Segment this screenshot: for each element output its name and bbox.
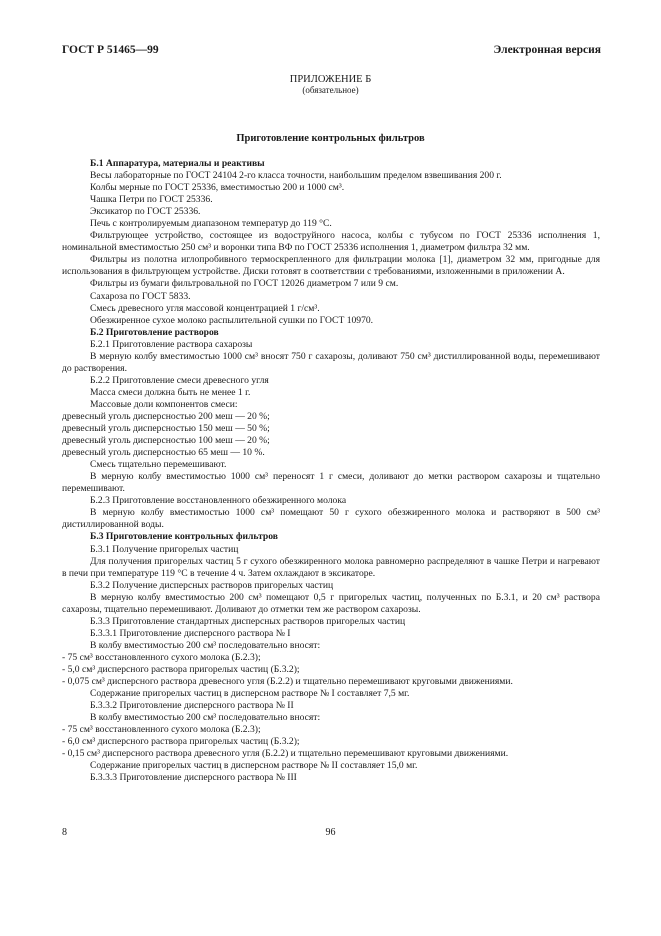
- list-item: древесный уголь дисперсностью 150 меш — 50 %;: [62, 423, 270, 435]
- paragraph: Смесь тщательно перемешивают.: [90, 459, 227, 471]
- paragraph: Для получения пригорелых частиц 5 г сухого обезжиренного молока равномерно распределяют в чашке Петри и нагревают в печи при температуре 119 °С в течение 4 ч. Затем охлаждают в эксикаторе.: [62, 555, 600, 579]
- document-title: Приготовление контрольных фильтров: [236, 133, 425, 144]
- paragraph: В колбу вместимостью 200 см³ последовательно вносят:: [90, 712, 321, 724]
- paragraph: Эксикатор по ГОСТ 25336.: [90, 206, 201, 218]
- paragraph: Колбы мерные по ГОСТ 25336, вместимостью 200 и 1000 см³.: [90, 182, 345, 194]
- paragraph: Фильтры из бумаги фильтровальной по ГОСТ 12026 диаметром 7 или 9 см.: [90, 278, 399, 290]
- subsection-heading: Б.3.3 Приготовление стандартных дисперсных растворов пригорелых частиц: [90, 615, 406, 627]
- section-heading: Б.1 Аппаратура, материалы и реактивы: [90, 158, 265, 169]
- paragraph: Чашка Петри по ГОСТ 25336.: [90, 194, 213, 206]
- page-number-left: 8: [62, 827, 67, 838]
- subsection-heading: Б.3.3.1 Приготовление дисперсного раствора № I: [90, 627, 291, 639]
- header-standard-code: ГОСТ Р 51465—99: [62, 44, 159, 56]
- subsection-heading: Б.2.2 Приготовление смеси древесного угля: [90, 374, 269, 386]
- list-item: древесный уголь дисперсностью 100 меш — 20 %;: [62, 435, 270, 447]
- list-item: - 75 см³ восстановленного сухого молока (Б.2.3);: [62, 724, 261, 736]
- paragraph: В мерную колбу вместимостью 1000 см³ переносят 1 г смеси, доливают до метки раствором сахарозы и тщательно перемешивают.: [62, 471, 600, 495]
- subsection-heading: Б.3.3.2 Приготовление дисперсного раствора № II: [90, 700, 294, 712]
- list-item: - 0,15 см³ дисперсного раствора древесного угля (Б.2.2) и тщательно перемешивают круговыми движениями.: [62, 748, 509, 760]
- subsection-heading: Б.3.1 Получение пригорелых частиц: [90, 543, 239, 555]
- subsection-heading: Б.2.1 Приготовление раствора сахарозы: [90, 338, 253, 350]
- paragraph: Фильтрующее устройство, состоящее из водоструйного насоса, колбы с тубусом по ГОСТ 25336 исполнения 1, номинальной вместимостью 250 см³ и воронки типа ВФ по ГОСТ 25336 исполнения 1, диаметром фильтра 32 мм.: [62, 230, 600, 254]
- paragraph: В мерную колбу вместимостью 1000 см³ помещают 50 г сухого обезжиренного молока и растворяют в 500 см³ дистиллированной воды.: [62, 507, 600, 531]
- subsection-heading: Б.2.3 Приготовление восстановленного обезжиренного молока: [90, 495, 347, 507]
- list-item: - 0,075 см³ дисперсного раствора древесного угля (Б.2.2) и тщательно перемешивают круговыми движениями.: [62, 676, 513, 688]
- header-edition-label: Электронная версия: [493, 44, 601, 56]
- paragraph: В мерную колбу вместимостью 1000 см³ вносят 750 г сахарозы, доливают 750 см³ дистиллированной воды, перемешивают до растворения.: [62, 350, 600, 374]
- document-body: [62, 158, 600, 784]
- subsection-heading: Б.3.2 Получение дисперсных растворов пригорелых частиц: [90, 579, 334, 591]
- paragraph: Сахароза по ГОСТ 5833.: [90, 290, 191, 302]
- paragraph: Содержание пригорелых частиц в дисперсном растворе № I составляет 7,5 мг.: [90, 688, 410, 700]
- paragraph: Печь с контролируемым диапазоном температур до 119 °С.: [90, 218, 332, 230]
- paragraph: Фильтры из полотна иглопробивного термоскрепленного для фильтрации молока [1], диаметром 32 мм, пригодные для использования в фильтрующем устройстве. Диски готовят в соответствии с требованиями, изложенными в приложении А.: [62, 254, 600, 278]
- paragraph: Обезжиренное сухое молоко распылительной сушки по ГОСТ 10970.: [90, 314, 374, 326]
- list-item: древесный уголь дисперсностью 200 меш — 20 %;: [62, 410, 270, 422]
- appendix-subtitle: (обязательное): [302, 85, 359, 95]
- paragraph: Массовые доли компонентов смеси:: [90, 398, 238, 410]
- paragraph: Содержание пригорелых частиц в дисперсном растворе № II составляет 15,0 мг.: [90, 760, 418, 772]
- list-item: - 6,0 см³ дисперсного раствора пригорелых частиц (Б.3.2);: [62, 736, 300, 748]
- page-number-center: 96: [325, 827, 336, 838]
- paragraph: В мерную колбу вместимостью 200 см³ помещают 0,5 г пригорелых частиц, полученных по Б.3.1, и 20 см³ раствора сахарозы, тщательно перемешивают. Доливают до отметки тем же раствором сахарозы.: [62, 591, 600, 615]
- section-heading: Б.2 Приготовление растворов: [90, 326, 219, 338]
- appendix-title: ПРИЛОЖЕНИЕ Б: [289, 74, 372, 85]
- section-heading: Б.3 Приготовление контрольных фильтров: [90, 531, 278, 543]
- paragraph: Весы лабораторные по ГОСТ 24104 2-го класса точности, наибольшим пределом взвешивания 200 г.: [90, 170, 502, 182]
- list-item: древесный уголь дисперсностью 65 меш — 10 %.: [62, 447, 265, 459]
- paragraph: В колбу вместимостью 200 см³ последовательно вносят:: [90, 639, 321, 651]
- list-item: - 5,0 см³ дисперсного раствора пригорелых частиц (Б.3.2);: [62, 663, 300, 675]
- paragraph: Масса смеси должна быть не менее 1 г.: [90, 386, 251, 398]
- paragraph: Смесь древесного угля массовой концентрацией 1 г/см³.: [90, 302, 320, 314]
- list-item: - 75 см³ восстановленного сухого молока (Б.2.3);: [62, 651, 261, 663]
- subsection-heading: Б.3.3.3 Приготовление дисперсного раствора № III: [90, 772, 297, 784]
